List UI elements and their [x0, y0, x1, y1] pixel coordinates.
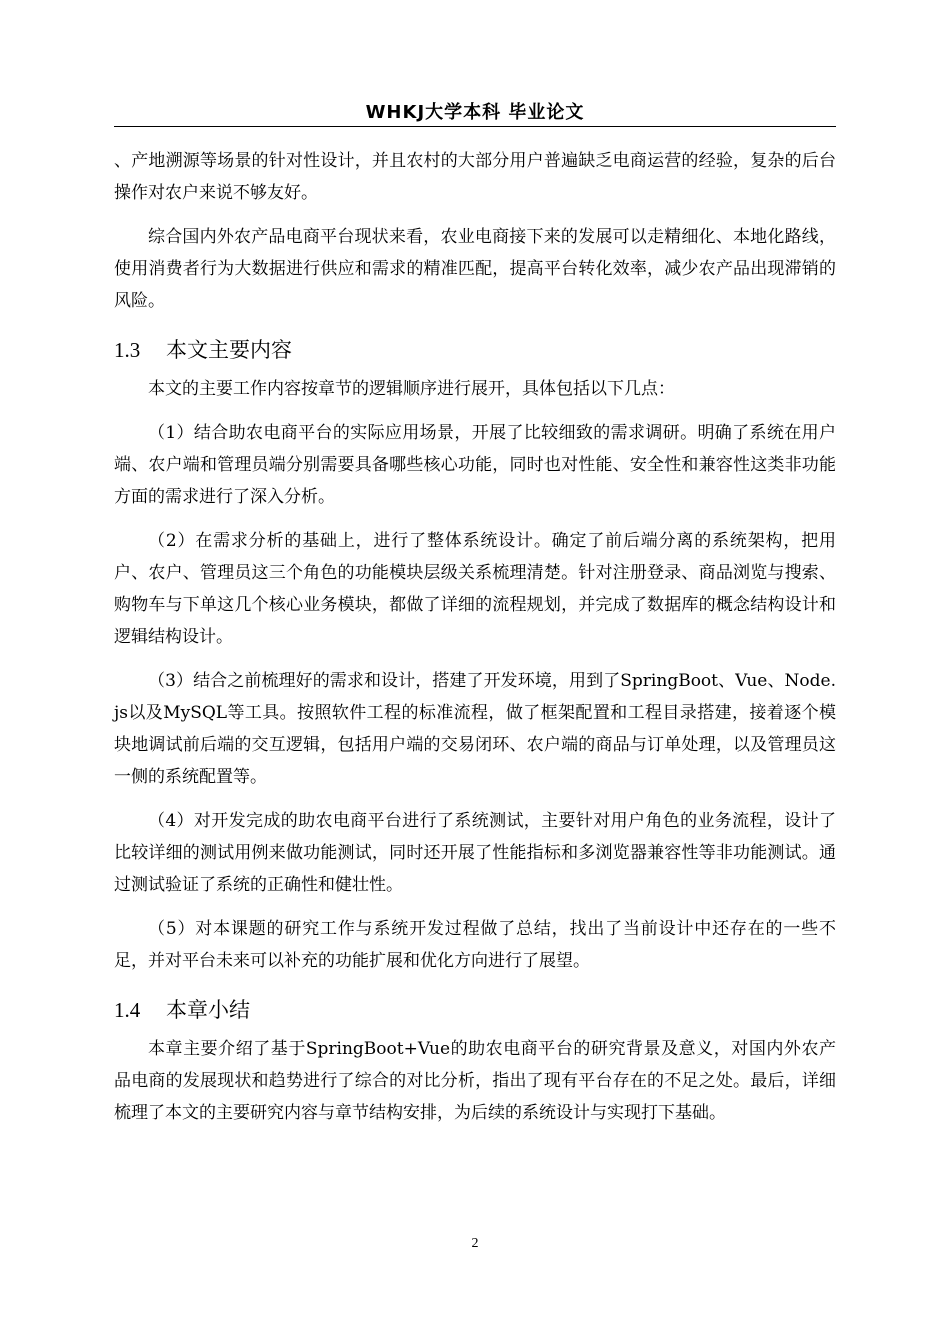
paragraph-chapter-summary: 本章主要介绍了基于SpringBoot+Vue的助农电商平台的研究背景及意义，对国内外农产品电商的发展现状和趋势进行了综合的对比分析，指出了现有平台存在的不足之处。最后，详细梳理了本文的主要研究内容与章节结构安排，为后续的系统设计与实现打下基础。: [114, 1039, 836, 1123]
paragraph-summary-status: 综合国内外农产品电商平台现状来看，农业电商接下来的发展可以走精细化、本地化路线，使用消费者行为大数据进行供应和需求的精准匹配，提高平台转化效率，减少农产品出现滞销的风险。: [114, 227, 836, 311]
header-title: WHKJ大学本科 毕业论文: [365, 102, 585, 123]
section-title: 本章小结: [166, 998, 250, 1022]
page-number: 2: [471, 1236, 479, 1251]
section-title: 本文主要内容: [166, 338, 292, 362]
section-heading-1-3: [114, 333, 836, 367]
section-number: 1.4: [114, 998, 141, 1022]
section-number: 1.3: [114, 338, 141, 362]
list-item: （5）对本课题的研究工作与系统开发过程做了总结，找出了当前设计中还存在的一些不足，并对平台未来可以补充的功能扩展和优化方向进行了展望。: [114, 919, 836, 971]
paragraph-lead: 本文的主要工作内容按章节的逻辑顺序进行展开，具体包括以下几点：: [148, 379, 675, 399]
list-item: （4）对开发完成的助农电商平台进行了系统测试，主要针对用户角色的业务流程，设计了比较详细的测试用例来做功能测试，同时还开展了性能指标和多浏览器兼容性等非功能测试。通过测试验证了系统的正确性和健壮性。: [114, 811, 836, 895]
list-item: （2）在需求分析的基础上，进行了整体系统设计。确定了前后端分离的系统架构，把用户、农户、管理员这三个角色的功能模块层级关系梳理清楚。针对注册登录、商品浏览与搜索、购物车与下单这几个核心业务模块，都做了详细的流程规划，并完成了数据库的概念结构设计和逻辑结构设计。: [114, 531, 836, 647]
list-item: （3）结合之前梳理好的需求和设计，搭建了开发环境，用到了SpringBoot、Vue、Node. js以及MySQL等工具。按照软件工程的标准流程，做了框架配置和工程目录搭建，接着逐个模块地调试前后端的交互逻辑，包括用户端的交易闭环、农户端的商品与订单处理，以及管理员这一侧的系统配置等。: [114, 671, 836, 787]
paragraph-continuation: 、产地溯源等场景的针对性设计，并且农村的大部分用户普遍缺乏电商运营的经验，复杂的后台操作对农户来说不够友好。: [114, 151, 836, 203]
body-text: [114, 145, 836, 1141]
page-header: [114, 96, 836, 127]
section-heading-1-4: [114, 993, 836, 1027]
list-item: （1）结合助农电商平台的实际应用场景，开展了比较细致的需求调研。明确了系统在用户端、农户端和管理员端分别需要具备哪些核心功能，同时也对性能、安全性和兼容性这类非功能方面的需求进行了深入分析。: [114, 423, 836, 507]
